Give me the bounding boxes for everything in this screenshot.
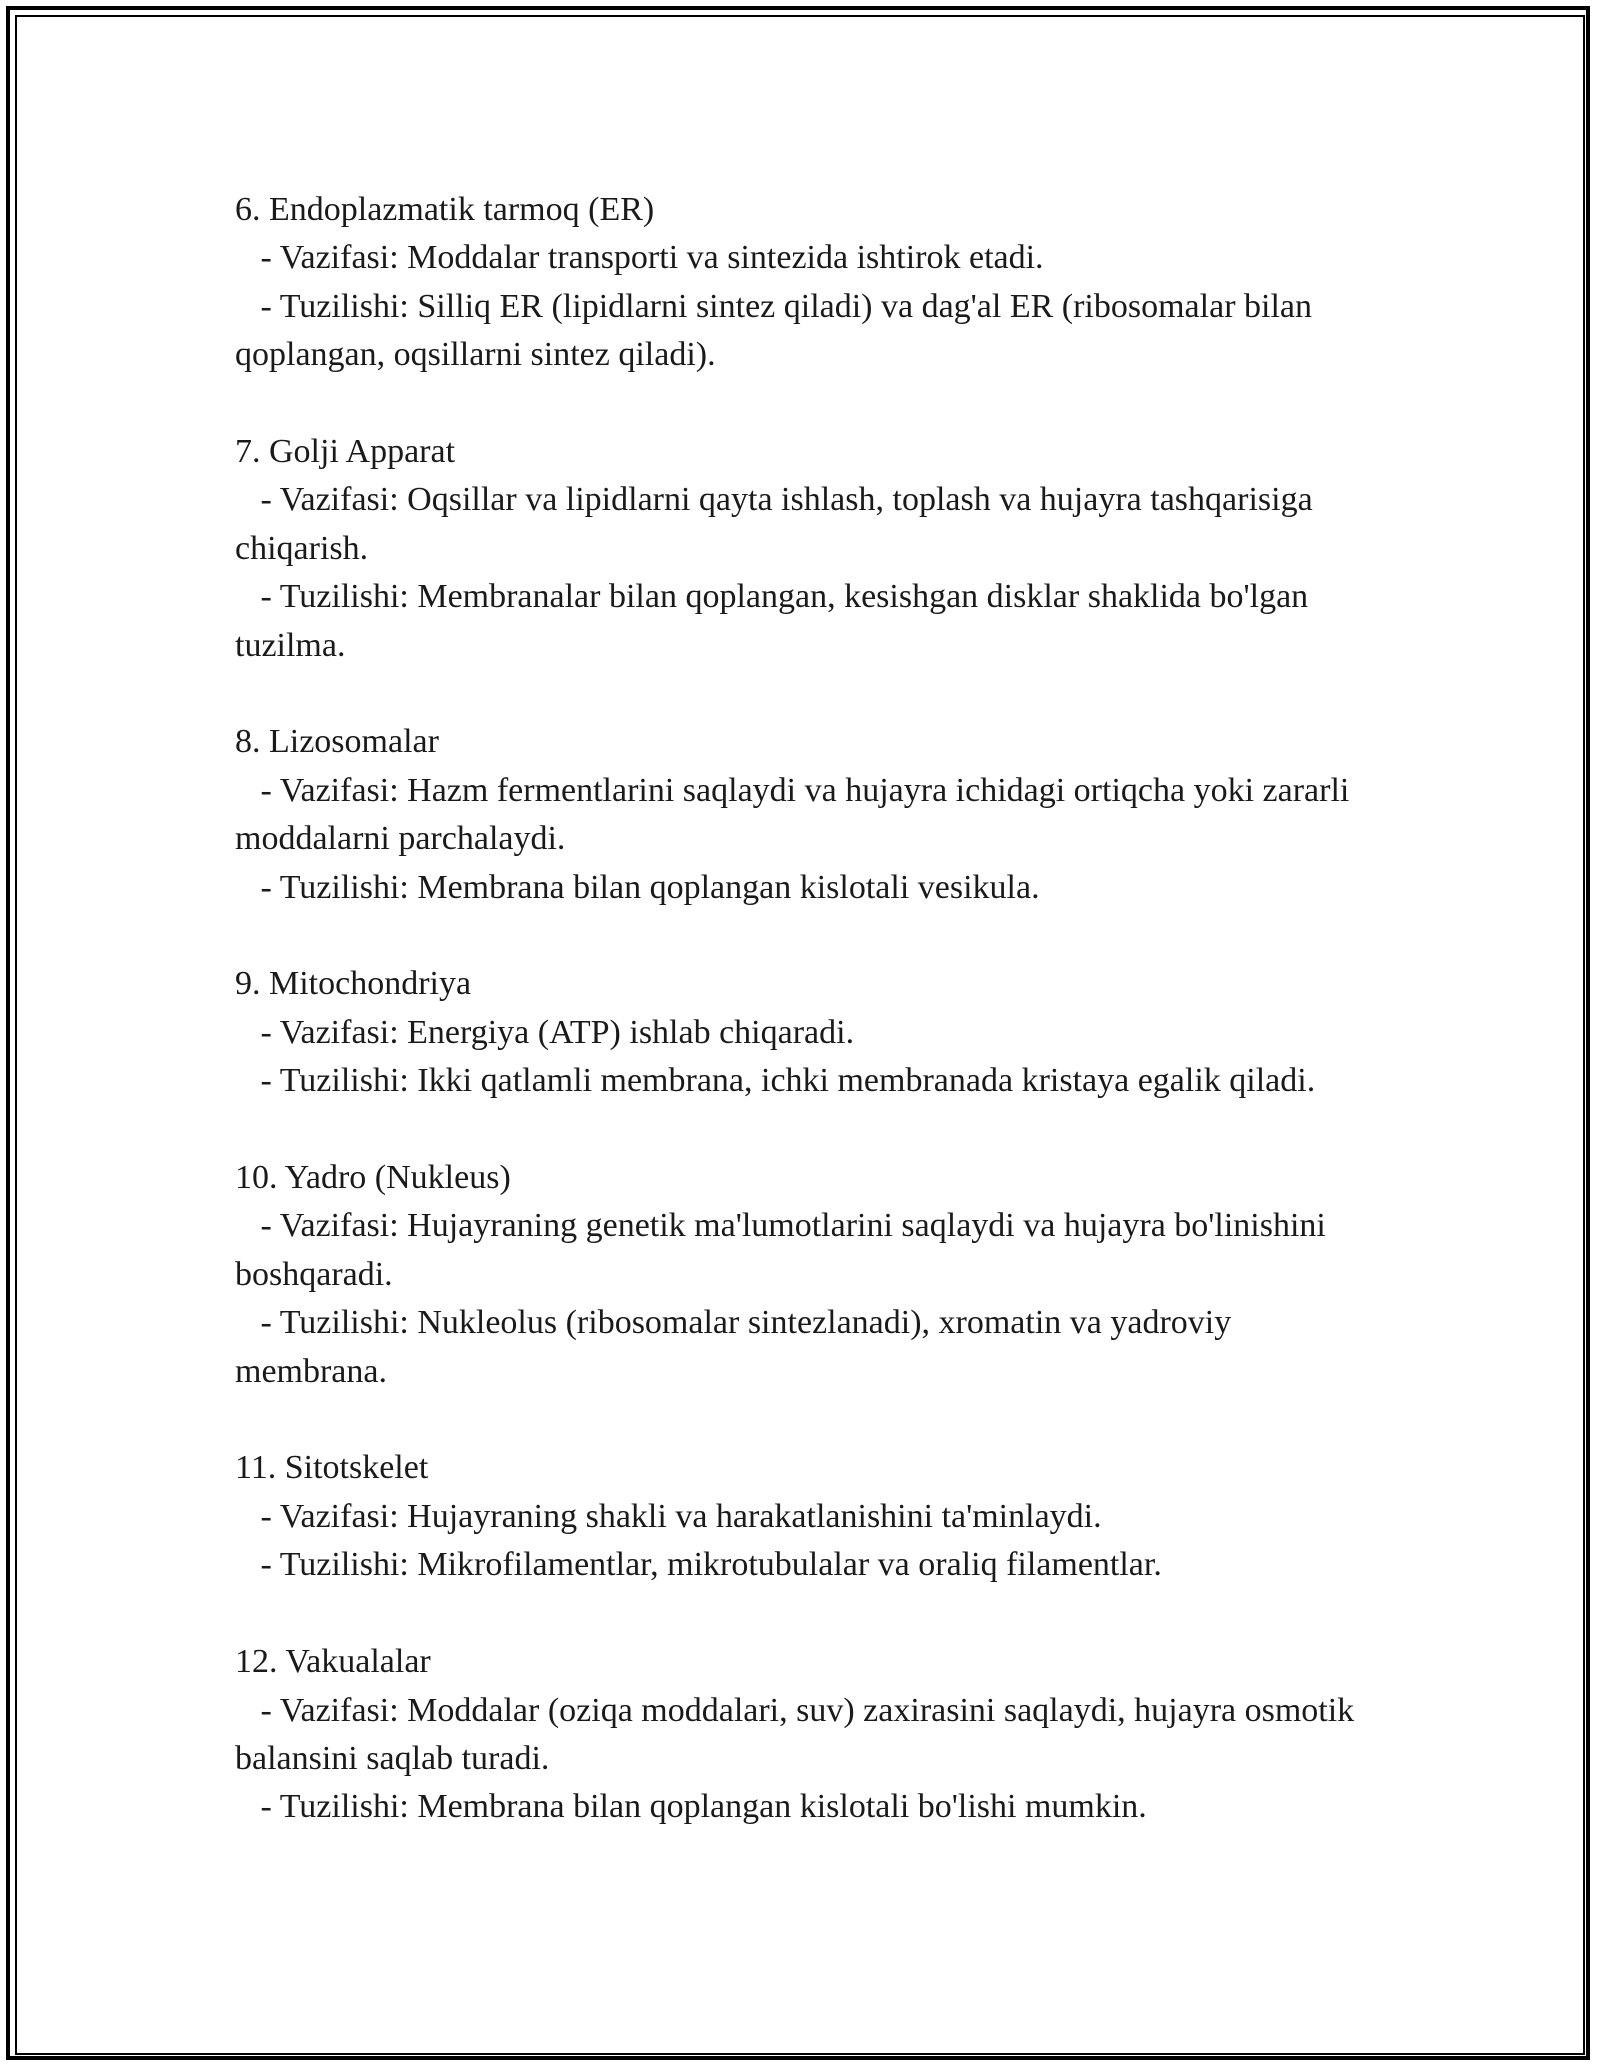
section-structure: - Tuzilishi: Membranalar bilan qoplangan, kesishgan disklar shaklida bo'lgan tuzilma.	[235, 578, 1317, 664]
section-structure: - Tuzilishi: Membrana bilan qoplangan kislotali bo'lishi mumkin.	[260, 1788, 1147, 1826]
section-structure: - Tuzilishi: Nukleolus (ribosomalar sintezlanadi), xromatin va yadroviy membrana.	[235, 1304, 1240, 1390]
section-structure: - Tuzilishi: Mikrofilamentlar, mikrotubulalar va oraliq filamentlar.	[260, 1546, 1162, 1584]
section-function: - Vazifasi: Hazm fermentlarini saqlaydi va hujayra ichidagi ortiqcha yoki zararli moddalarni parchalaydi.	[235, 771, 1358, 858]
section-title: 10. Yadro (Nukleus)	[235, 1159, 511, 1197]
section-title: 6. Endoplazmatik tarmoq (ER)	[235, 191, 655, 228]
section-nucleus	[235, 1154, 1365, 1396]
section-function: - Vazifasi: Energiya (ATP) ishlab chiqaradi.	[260, 1013, 855, 1051]
section-structure: - Tuzilishi: Silliq ER (lipidlarni sintez qiladi) va dag'al ER (ribosomalar bilan qoplangan, oqsillarni sintez qiladi).	[235, 287, 1321, 374]
section-golgi-apparatus	[235, 428, 1365, 670]
section-function: - Vazifasi: Hujayraning shakli va harakatlanishini ta'minlaydi.	[260, 1497, 1102, 1535]
section-structure: - Tuzilishi: Ikki qatlamli membrana, ichki membranada kristaya egalik qiladi.	[260, 1062, 1316, 1100]
section-mitochondria	[235, 960, 1365, 1105]
section-title: 11. Sitotskelet	[235, 1449, 429, 1487]
section-function: - Vazifasi: Oqsillar va lipidlarni qayta ishlash, toplash va hujayra tashqarisiga chiqarish.	[235, 481, 1322, 567]
section-title: 7. Golji Apparat	[235, 433, 456, 471]
section-cytoskeleton	[235, 1444, 1365, 1589]
section-structure: - Tuzilishi: Membrana bilan qoplangan kislotali vesikula.	[260, 868, 1040, 906]
section-title: 12. Vakualalar	[235, 1643, 431, 1681]
section-function: - Vazifasi: Moddalar (oziqa moddalari, suv) zaxirasini saqlaydi, hujayra osmotik balansini saqlab turadi.	[235, 1691, 1363, 1777]
document-body	[235, 186, 1365, 1832]
section-endoplasmic-reticulum	[235, 186, 1365, 380]
section-title: 9. Mitochondriya	[235, 965, 472, 1003]
section-vacuoles	[235, 1638, 1365, 1832]
section-function: - Vazifasi: Hujayraning genetik ma'lumotlarini saqlaydi va hujayra bo'linishini boshqaradi.	[235, 1207, 1335, 1293]
section-function: - Vazifasi: Moddalar transporti va sintezida ishtirok etadi.	[260, 239, 1044, 277]
section-title: 8. Lizosomalar	[235, 723, 439, 761]
section-lysosomes	[235, 718, 1365, 912]
